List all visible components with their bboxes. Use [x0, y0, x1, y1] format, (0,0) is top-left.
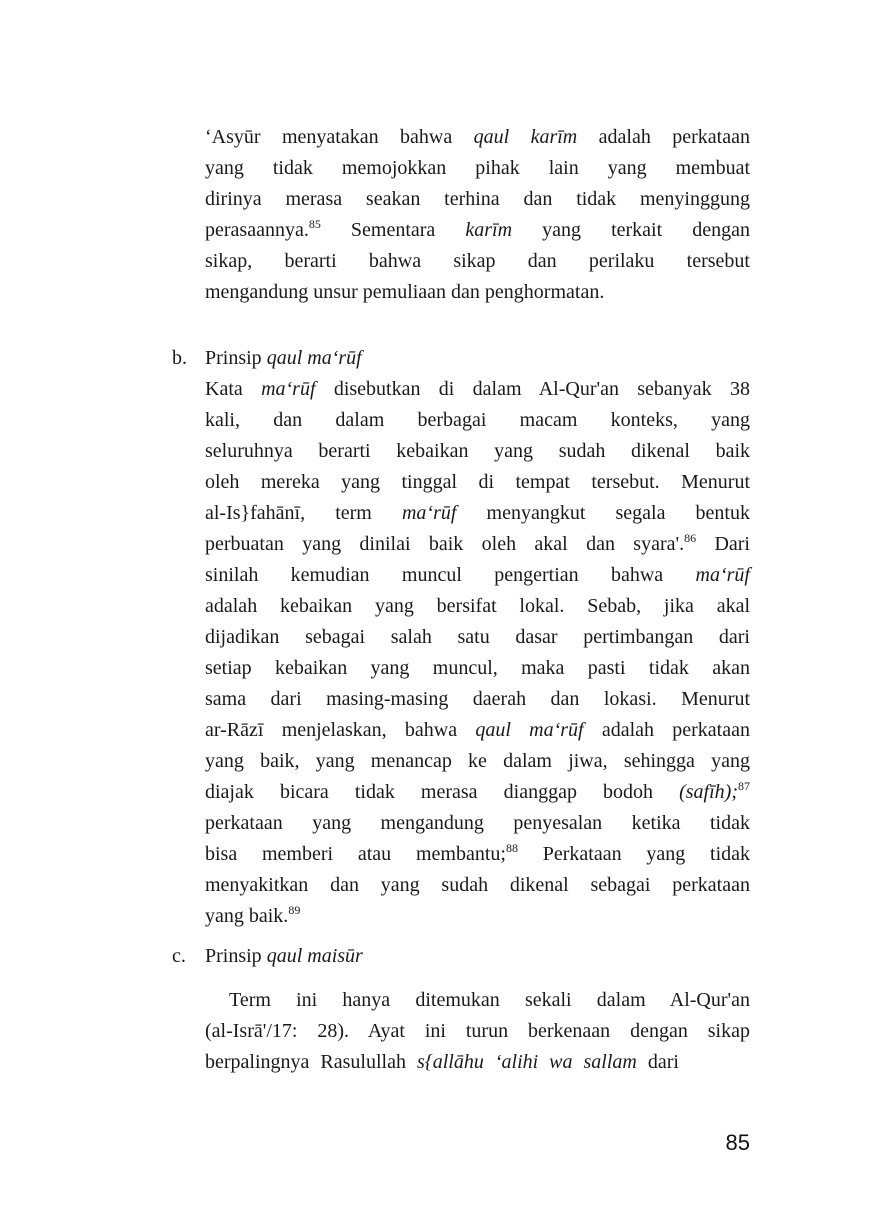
section-b-heading — [172, 343, 750, 374]
text-run: sama dari masing-masing daerah dan lokasi. Menurut — [205, 688, 750, 710]
text-run: ‘Asyūr menyatakan bahwa — [205, 126, 474, 148]
text-run: dijadikan sebagai salah satu dasar pertimbangan dari — [205, 626, 750, 648]
section-b — [172, 343, 750, 932]
text-line — [205, 153, 750, 184]
italic-term: s{allāhu ‘alihi wa sallam — [416, 1051, 637, 1073]
section-c-heading-text — [205, 945, 363, 967]
italic-term: ma‘rūf — [695, 564, 750, 586]
text-line — [205, 1016, 750, 1047]
text-line — [205, 246, 750, 277]
text-run: Prinsip — [205, 945, 267, 967]
text-line — [205, 277, 750, 308]
text-run: kali, dan dalam berbagai macam konteks, yang — [205, 409, 750, 431]
text-run: menyakitkan dan yang sudah dikenal sebagai perkataan — [205, 874, 750, 896]
text-line — [205, 215, 750, 246]
text-run: setiap kebaikan yang muncul, maka pasti tidak akan — [205, 657, 750, 679]
italic-term: qaul karīm — [473, 126, 578, 148]
text-line — [205, 184, 750, 215]
text-run: sikap, berarti bahwa sikap dan perilaku tersebut — [205, 250, 750, 272]
text-run: mengandung unsur pemuliaan dan penghormatan. — [205, 281, 605, 303]
text-line — [205, 436, 750, 467]
text-run: Sementara — [320, 219, 466, 241]
text-line — [205, 653, 750, 684]
text-line — [205, 622, 750, 653]
text-run: adalah perkataan — [577, 126, 750, 148]
text-run: dari — [636, 1051, 679, 1073]
page-number: 85 — [725, 1130, 750, 1155]
list-label-c: c. — [172, 945, 186, 967]
italic-term: ma‘rūf — [261, 378, 316, 400]
text-run: yang tidak memojokkan pihak lain yang membuat — [205, 157, 750, 179]
footnote-ref: 88 — [505, 841, 518, 855]
text-run: menyangkut segala bentuk — [456, 502, 750, 524]
footnote-ref: 87 — [738, 779, 750, 793]
text-line — [205, 405, 750, 436]
text-run: adalah perkataan — [583, 719, 750, 741]
text-run: Kata — [205, 378, 262, 400]
text-run: diajak bicara tidak merasa dianggap bodoh — [205, 781, 680, 803]
section-c — [172, 941, 750, 1078]
text-line — [205, 498, 750, 529]
text-body — [172, 122, 751, 1078]
text-line — [205, 870, 750, 901]
text-line — [205, 374, 750, 405]
text-run: perkataan yang mengandung penyesalan ketika tidak — [205, 812, 750, 834]
section-c-heading — [172, 941, 750, 972]
text-run: yang baik, yang menancap ke dalam jiwa, sehingga yang — [205, 750, 750, 772]
text-run: adalah kebaikan yang bersifat lokal. Sebab, jika akal — [205, 595, 750, 617]
list-label-b: b. — [172, 347, 187, 369]
text-line — [205, 467, 750, 498]
text-line — [205, 901, 750, 932]
footnote-ref: 85 — [308, 217, 321, 231]
text-line — [205, 529, 750, 560]
text-run: Perkataan yang tidak — [517, 843, 750, 865]
text-run: disebutkan di dalam Al-Qur'an sebanyak 38 — [315, 378, 750, 400]
text-run: bisa memberi atau membantu; — [205, 843, 506, 865]
italic-term: qaul maisūr — [266, 945, 363, 967]
text-line — [205, 715, 750, 746]
text-run: yang baik. — [205, 905, 289, 927]
text-run: berpalingnya Rasulullah — [205, 1051, 417, 1073]
italic-term: karīm — [465, 219, 513, 241]
text-line — [205, 746, 750, 777]
text-line — [205, 985, 750, 1016]
text-line — [205, 1047, 750, 1078]
text-line — [205, 839, 750, 870]
text-line — [205, 591, 750, 622]
italic-term: ma‘rūf — [401, 502, 457, 524]
text-run: dirinya merasa seakan terhina dan tidak menyinggung — [205, 188, 750, 210]
section-b-heading-text — [205, 347, 362, 369]
italic-term: (safīh); — [679, 781, 738, 803]
text-run: ar-Rāzī menjelaskan, bahwa — [205, 719, 476, 741]
text-run: perbuatan yang dinilai baik oleh akal dan syara'. — [205, 533, 685, 555]
text-line — [205, 560, 750, 591]
text-run: Prinsip — [205, 347, 267, 369]
text-run: seluruhnya berarti kebaikan yang sudah dikenal baik — [205, 440, 750, 462]
text-line — [205, 808, 750, 839]
text-run: sinilah kemudian muncul pengertian bahwa — [205, 564, 696, 586]
text-run: (al-Isrā'/17: 28). Ayat ini turun berkenaan dengan sikap — [205, 1020, 750, 1042]
text-run: al-Is}fahānī, term — [205, 502, 402, 524]
text-run: Term ini hanya ditemukan sekali dalam Al-Qur'an — [229, 989, 750, 1011]
paragraph-b — [205, 374, 750, 932]
text-line — [205, 122, 750, 153]
text-line — [205, 777, 750, 808]
text-line — [205, 684, 750, 715]
italic-term: qaul ma‘rūf — [475, 719, 584, 741]
text-run: perasaannya. — [205, 219, 309, 241]
footnote-ref: 89 — [288, 903, 301, 917]
paragraph-intro — [205, 122, 750, 308]
footnote-ref: 86 — [684, 531, 697, 545]
text-run: Dari — [696, 533, 750, 555]
text-run: oleh mereka yang tinggal di tempat tersebut. Menurut — [205, 471, 750, 493]
italic-term: qaul ma‘rūf — [266, 347, 362, 369]
text-run: yang terkait dengan — [512, 219, 751, 241]
paragraph-c — [205, 985, 750, 1078]
